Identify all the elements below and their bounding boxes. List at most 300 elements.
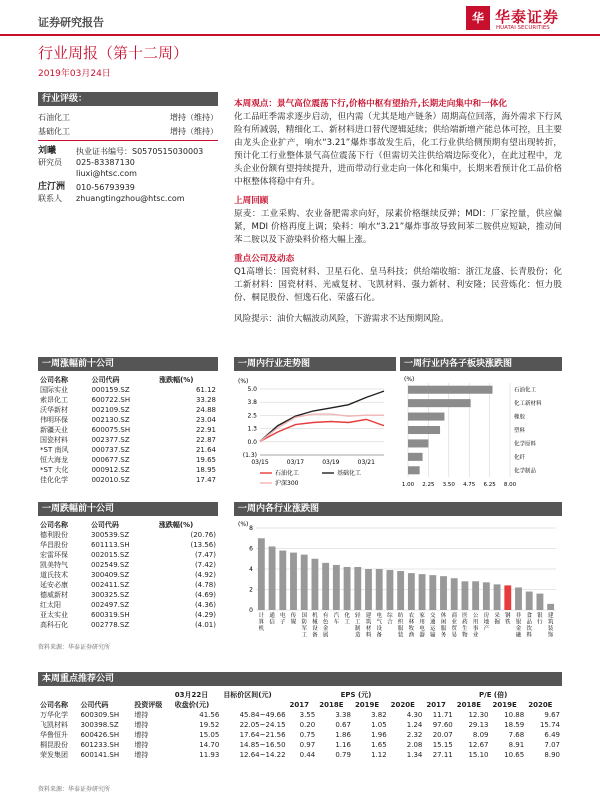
table-cell: 8.91 xyxy=(508,741,525,749)
col-header: 2018E xyxy=(456,701,482,709)
table-row xyxy=(38,415,218,425)
category-label-char: 气 xyxy=(376,619,382,626)
category-label-char: 军 xyxy=(301,626,307,632)
category-label-char: 渔 xyxy=(408,632,415,639)
bar-化学原料 xyxy=(408,439,428,447)
losers-table xyxy=(38,520,218,630)
table-cell: 3.38 xyxy=(335,711,351,719)
category-label: 石油化工 xyxy=(514,387,537,394)
table-cell: 21.64 xyxy=(195,446,216,454)
bar-化工 xyxy=(344,567,351,610)
category-label-char: 机 xyxy=(312,613,318,619)
category-label-char: 汽 xyxy=(333,613,340,619)
table-cell: 红太阳 xyxy=(40,601,61,609)
col-header: 公司代码 xyxy=(91,376,120,384)
category-label-char: 工 xyxy=(344,619,350,626)
col-header: 公司名称 xyxy=(40,376,68,384)
table-cell: 11.93 xyxy=(199,751,220,759)
header-divider xyxy=(0,34,600,36)
table-cell: 002497.SZ xyxy=(90,601,130,609)
summary-headline: 本周观点：景气高位震荡下行,价格中枢有望抬升,长期走向集中和一体化 xyxy=(234,99,507,109)
rating-divider xyxy=(38,140,218,141)
y-tick-label: 5.0 xyxy=(247,386,257,393)
table-cell: 23.04 xyxy=(195,416,216,424)
table-cell: 600426.SH xyxy=(80,731,120,739)
col-header: 公司名称 xyxy=(40,701,68,709)
table-cell: 14.70 xyxy=(199,741,220,749)
category-label-char: 交 xyxy=(430,613,436,619)
category-label-char: 医 xyxy=(462,613,468,619)
bar-传媒 xyxy=(290,553,297,610)
table-cell: 17.64~21.56 xyxy=(239,731,286,739)
rating-industry: 石油化工 xyxy=(38,113,70,122)
category-label: 化工新材料 xyxy=(514,401,542,408)
category-label-char: 备 xyxy=(312,632,318,639)
table-cell: 桐昆股份 xyxy=(40,741,68,749)
table-cell: 万华化学 xyxy=(40,711,68,719)
y-tick-label: 1.3 xyxy=(247,425,257,433)
bar-银行 xyxy=(537,594,544,610)
col-header: 涨跌幅(%) xyxy=(159,376,194,384)
analyst-phone: 010-56793939 xyxy=(76,183,135,192)
analyst-role: 联系人 xyxy=(38,194,62,203)
bar-机械设备 xyxy=(312,559,319,610)
col-header: 收盘价(元) xyxy=(174,701,210,709)
table-cell: (7.42) xyxy=(194,561,216,569)
category-label-char: 牧 xyxy=(408,626,415,632)
table-cell: 增持 xyxy=(134,731,149,739)
table-cell: 600309.SH xyxy=(80,711,120,719)
bar-商业贸易 xyxy=(451,578,458,610)
table-row xyxy=(38,560,218,570)
category-label-char: 国 xyxy=(301,613,307,619)
category-label-char: 筑 xyxy=(365,619,372,626)
bar-化工新材料 xyxy=(408,399,471,407)
bar-国防军工 xyxy=(301,555,308,610)
category-label-char: 制 xyxy=(355,626,361,632)
table-cell: (4.69) xyxy=(194,591,216,599)
category-label-char: 用 xyxy=(472,619,479,626)
table-cell: *ST 大化 xyxy=(40,466,69,474)
table-cell: 6.49 xyxy=(544,731,560,739)
col-header: 03月22日 xyxy=(174,691,209,699)
y-tick-label: 0.0 xyxy=(247,438,257,446)
table-header xyxy=(38,690,562,700)
y-tick-label: 4 xyxy=(249,566,253,573)
table-cell: (20.76) xyxy=(190,531,216,539)
table-cell: 000912.SZ xyxy=(91,466,130,474)
table-cell: 15.15 xyxy=(432,741,453,749)
rating-industry: 基础化工 xyxy=(38,127,70,136)
table-row xyxy=(38,590,218,600)
category-label-char: 生 xyxy=(462,626,468,632)
table-cell: 1.34 xyxy=(406,751,423,759)
y-tick-label: 6 xyxy=(249,545,253,553)
table-cell: 0.75 xyxy=(299,731,316,739)
table-cell: 4.30 xyxy=(406,711,423,719)
license-label: 执业证书编号： xyxy=(76,147,132,156)
chart1-heading: 一周内行业走势图 xyxy=(234,357,396,371)
legend-label: 石油化工 xyxy=(275,470,300,477)
col-header: 涨跌幅(%) xyxy=(158,521,194,529)
col-header: EPS (元) xyxy=(340,691,372,699)
table-cell: 61.12 xyxy=(195,386,216,394)
table-cell: *ST 南风 xyxy=(40,446,69,454)
category-label-char: 造 xyxy=(355,632,361,639)
category-label-char: 银 xyxy=(515,619,522,626)
brand-name: 华泰证券 xyxy=(495,8,560,26)
table-row xyxy=(38,550,218,560)
category-label-char: 农 xyxy=(408,613,415,619)
category-label-char: 采 xyxy=(494,613,500,619)
bar-休闲服务 xyxy=(440,576,447,610)
category-label-char: 电 xyxy=(280,613,286,619)
category-label-char: 筑 xyxy=(547,619,554,626)
category-label-char: 易 xyxy=(451,632,457,639)
bar-计算机 xyxy=(258,538,265,610)
y-tick-label: 0 xyxy=(249,607,253,614)
recommend-table xyxy=(38,690,562,760)
table-cell: 1.16 xyxy=(335,741,351,749)
category-label-char: 料 xyxy=(365,632,372,639)
table-cell: 8.90 xyxy=(544,751,560,759)
category-label-char: 属 xyxy=(322,632,329,639)
table-cell: 1.12 xyxy=(371,751,387,759)
table-cell: 002411.SZ xyxy=(90,581,130,589)
sector-bar-chart xyxy=(234,518,562,652)
col-header: 公司代码 xyxy=(90,521,119,529)
bar-化纤 xyxy=(408,453,423,461)
table-row xyxy=(38,740,562,750)
category-label-char: 有 xyxy=(322,613,329,619)
y-tick-label: 2.5 xyxy=(247,412,257,420)
col-header: 公司名称 xyxy=(40,521,68,529)
category-label-char: 工 xyxy=(301,632,307,639)
table-cell: 601233.SH xyxy=(80,741,120,749)
table-cell: 12.64~14.22 xyxy=(239,751,286,759)
category-label-char: 食 xyxy=(526,613,532,619)
table-row xyxy=(38,750,562,760)
bar-通信 xyxy=(269,546,276,610)
x-tick-label: 1.00 xyxy=(401,482,415,488)
losers-heading: 一周跌幅前十公司 xyxy=(38,502,218,516)
review-heading: 上周回顾 xyxy=(234,196,269,206)
series-line-石油化工 xyxy=(260,419,384,441)
table-cell: 601113.SH xyxy=(90,541,130,549)
table-cell: 7.07 xyxy=(544,741,560,749)
analyst-email[interactable]: zhuangtingzhou@htsc.com xyxy=(76,194,185,203)
category-label-char: 地 xyxy=(483,619,490,626)
subsector-bar-chart xyxy=(400,373,562,495)
bar-建筑材料 xyxy=(365,569,372,610)
table-cell: 德利股份 xyxy=(40,531,68,539)
x-tick-label: 6.25 xyxy=(483,482,496,488)
table-cell: 300539.SZ xyxy=(90,531,130,539)
x-tick-label: 03/17 xyxy=(286,459,305,466)
table-cell: 沃华新材 xyxy=(40,406,68,414)
table-cell: 22.05~24.15 xyxy=(239,721,286,729)
category-label-char: 建 xyxy=(365,613,372,619)
table-cell: 000677.SZ xyxy=(91,456,130,464)
bar-汽车 xyxy=(333,565,340,610)
table-row xyxy=(38,540,218,550)
category-label-char: 金 xyxy=(322,626,329,632)
y-axis-label: (%) xyxy=(238,521,249,528)
table-cell: 飞凯材料 xyxy=(40,721,68,729)
recommend-heading: 本周重点推荐公司 xyxy=(38,672,562,686)
category-label-char: 子 xyxy=(280,619,286,626)
col-header: 2017 xyxy=(426,701,446,709)
table-row xyxy=(38,600,218,610)
rating-heading: 行业评级： xyxy=(38,92,218,106)
category-label-char: 服 xyxy=(440,626,447,632)
report-date: 2019年03月24日 xyxy=(38,69,111,79)
table-cell: 亚太实业 xyxy=(40,611,68,619)
series-line-基础化工 xyxy=(260,391,384,441)
x-tick-label: 2.25 xyxy=(422,482,435,488)
table-cell: 1.24 xyxy=(406,721,423,729)
table-cell: 600319.SH xyxy=(90,611,130,619)
table-cell: (4.29) xyxy=(194,611,216,619)
table-cell: 33.28 xyxy=(195,396,216,404)
table-cell: 11.71 xyxy=(432,711,453,719)
bar-采掘 xyxy=(494,584,501,610)
rating-row xyxy=(38,126,218,137)
table-cell: 1.05 xyxy=(371,721,387,729)
table-cell: 45.84~49.66 xyxy=(239,711,286,719)
category-label-char: 信 xyxy=(269,619,275,626)
analyst-role: 研究员 xyxy=(38,158,62,167)
report-type-label: 证券研究报告 xyxy=(38,16,104,29)
table-cell: 18.95 xyxy=(195,466,216,474)
table-cell: 002015.SZ xyxy=(90,551,130,559)
risk-note: 风险提示：油价大幅波动风险，下游需求不达预期风险。 xyxy=(234,314,449,324)
bar-橡胶 xyxy=(408,413,444,421)
bar-建筑装饰 xyxy=(547,604,554,610)
table-cell: (7.47) xyxy=(194,551,216,559)
table-cell: (4.36) xyxy=(194,601,216,609)
col-header: 公司代码 xyxy=(80,701,109,709)
table-cell: 29.13 xyxy=(468,721,489,729)
category-label-char: 事 xyxy=(472,626,479,632)
bar-有色金属 xyxy=(322,563,329,610)
category-label-char: 钢 xyxy=(505,613,511,619)
report-title: 行业周报（第十二周） xyxy=(38,44,189,62)
category-label-char: 饮 xyxy=(526,626,532,632)
table-cell: 20.07 xyxy=(432,731,453,739)
category-label-char: 通 xyxy=(269,613,275,619)
brand-name-en: HUATAI SECURITIES xyxy=(496,25,550,31)
table-row xyxy=(38,610,218,620)
bar-石油化工 xyxy=(408,386,493,394)
table-cell: (13.56) xyxy=(190,541,216,549)
table-row xyxy=(38,580,218,590)
category-label-char: 林 xyxy=(408,619,415,626)
category-label-char: 备 xyxy=(376,632,382,639)
focus-heading: 重点公司及动态 xyxy=(234,254,295,264)
source-note: 资料来源：华泰证券研究所 xyxy=(38,786,111,793)
table-cell: 华昌股份 xyxy=(40,541,68,549)
category-label-char: 贸 xyxy=(451,626,457,632)
analyst-card xyxy=(38,146,218,179)
category-label-char: 电 xyxy=(376,613,382,619)
table-row xyxy=(38,395,218,405)
rating-value: 增持（维持） xyxy=(170,113,218,122)
table-cell: (4.78) xyxy=(194,581,216,589)
col-header: 投资评级 xyxy=(134,701,163,709)
table-cell: 22.87 xyxy=(195,436,216,444)
table-cell: 3.82 xyxy=(371,711,387,719)
table-cell: 3.55 xyxy=(299,711,316,719)
category-label-char: 防 xyxy=(301,619,307,626)
table-cell: 24.88 xyxy=(195,406,216,414)
table-cell: 0.44 xyxy=(299,751,316,759)
table-row xyxy=(38,530,218,540)
series-line-沪深300 xyxy=(260,414,384,441)
category-label-char: 器 xyxy=(419,632,425,639)
source-note: 资料来源：华泰证券研究所 xyxy=(38,644,111,651)
category-label-char: 输 xyxy=(430,632,436,639)
table-row xyxy=(38,465,218,475)
y-tick-label: 3.8 xyxy=(247,399,257,407)
table-cell: 0.67 xyxy=(335,721,351,729)
table-cell: 300325.SZ xyxy=(90,591,130,599)
table-cell: 000159.SZ xyxy=(91,386,130,394)
table-cell: 002010.SZ xyxy=(91,476,130,484)
table-cell: 凯美特气 xyxy=(40,561,68,569)
bar-食品饮料 xyxy=(526,592,533,610)
bar-交通运输 xyxy=(429,575,436,610)
table-cell: 增持 xyxy=(134,711,149,719)
category-label-char: 休 xyxy=(440,613,447,619)
table-cell: 国瓷材料 xyxy=(40,436,68,444)
table-row xyxy=(38,385,218,395)
category-label-char: 织 xyxy=(397,619,404,626)
bar-房地产 xyxy=(483,582,490,610)
analyst-email[interactable]: liuxi@htsc.com xyxy=(76,169,137,178)
table-header xyxy=(38,520,218,530)
category-label: 橡胶 xyxy=(514,414,526,421)
col-header: 2020E xyxy=(528,701,553,709)
table-cell: 2.08 xyxy=(406,741,423,749)
bar-非银金融 xyxy=(515,587,522,610)
table-cell: 宏雷环保 xyxy=(40,551,68,559)
table-header xyxy=(38,375,218,385)
category-label: 化学制品 xyxy=(514,468,537,475)
category-label-char: 传 xyxy=(290,613,297,619)
table-cell: 新疆天业 xyxy=(40,426,68,434)
table-cell: 18.59 xyxy=(504,721,525,729)
table-cell: 0.79 xyxy=(335,751,351,759)
category-label: 化学原料 xyxy=(514,441,537,448)
col-header: P/E (倍) xyxy=(479,691,508,699)
table-row xyxy=(38,720,562,730)
bar-钢铁 xyxy=(504,585,511,610)
category-label-char: 装 xyxy=(397,632,404,639)
category-label-char: 车 xyxy=(333,619,340,626)
legend-label: 沪深300 xyxy=(275,480,299,487)
analyst-phone: 025-83387130 xyxy=(76,158,135,167)
table-cell: 恒大海龙 xyxy=(40,456,68,464)
table-cell: 7.68 xyxy=(508,731,525,739)
category-label-char: 料 xyxy=(526,632,532,639)
category-label-char: 非 xyxy=(515,613,522,619)
table-cell: 华鲁恒升 xyxy=(40,731,68,739)
x-tick-label: 03/19 xyxy=(322,459,340,466)
category-label-char: 饰 xyxy=(547,632,554,639)
table-cell: (4.01) xyxy=(194,621,216,629)
category-label-char: 械 xyxy=(312,619,318,626)
col-header: 目标价区间(元) xyxy=(223,691,272,699)
category-label-char: 算 xyxy=(258,619,265,626)
x-tick-label: 03/15 xyxy=(251,459,269,466)
table-cell: 9.67 xyxy=(544,711,560,719)
x-tick-label: 3.50 xyxy=(442,482,455,488)
bar-公用事业 xyxy=(472,581,479,610)
table-cell: 002130.SZ xyxy=(91,416,130,424)
category-label-char: 机 xyxy=(258,626,265,632)
category-label-char: 化 xyxy=(344,613,350,619)
table-row xyxy=(38,620,218,630)
table-cell: 2.32 xyxy=(406,731,423,739)
table-cell: 22.91 xyxy=(195,426,216,434)
table-cell: 索昂化工 xyxy=(40,396,68,404)
category-label-char: 通 xyxy=(430,619,436,626)
table-cell: 增持 xyxy=(134,751,149,759)
table-cell: 10.65 xyxy=(504,751,525,759)
table-cell: 佳化化学 xyxy=(40,476,68,484)
bar-家用电器 xyxy=(419,574,426,610)
bar-农林牧渔 xyxy=(408,573,415,610)
category-label-char: 品 xyxy=(526,619,532,626)
category-label-char: 运 xyxy=(430,626,436,632)
table-cell: 道氏技术 xyxy=(40,571,68,579)
y-axis-label: (%) xyxy=(238,378,249,385)
table-cell: 19.52 xyxy=(199,721,220,729)
category-label-char: 闲 xyxy=(440,619,447,626)
category-label-char: 融 xyxy=(515,632,522,639)
gainers-heading: 一周涨幅前十公司 xyxy=(38,357,218,371)
table-cell: 002109.SZ xyxy=(91,406,130,414)
category-label-char: 计 xyxy=(258,613,265,619)
bar-塑料 xyxy=(408,426,440,434)
category-label-char: 轻 xyxy=(355,613,361,619)
table-cell: 1.86 xyxy=(335,731,351,739)
table-cell: 高科石化 xyxy=(40,621,68,629)
table-cell: 41.56 xyxy=(199,711,220,719)
category-label-char: 服 xyxy=(397,626,404,632)
analyst-card xyxy=(38,182,218,204)
category-label-char: 合 xyxy=(387,619,393,626)
x-tick-label: 8.00 xyxy=(503,482,517,488)
table-cell: 15.10 xyxy=(468,751,489,759)
table-row xyxy=(38,475,218,485)
table-row xyxy=(38,425,218,435)
table-cell: 002778.SZ xyxy=(90,621,130,629)
brand-logo-icon: 华 xyxy=(466,6,490,30)
table-cell: 增持 xyxy=(134,741,149,749)
table-cell: 0.97 xyxy=(299,741,316,749)
category-label-char: 业 xyxy=(451,619,457,626)
col-header: 2019E xyxy=(354,701,380,709)
table-cell: 600722.SH xyxy=(91,396,131,404)
rating-row xyxy=(38,112,218,123)
rating-block xyxy=(38,112,218,137)
table-cell: (4.92) xyxy=(194,571,216,579)
category-label: 化纤 xyxy=(514,454,526,461)
col-header: 2018E xyxy=(319,701,344,709)
legend-label: 基础化工 xyxy=(337,470,362,477)
